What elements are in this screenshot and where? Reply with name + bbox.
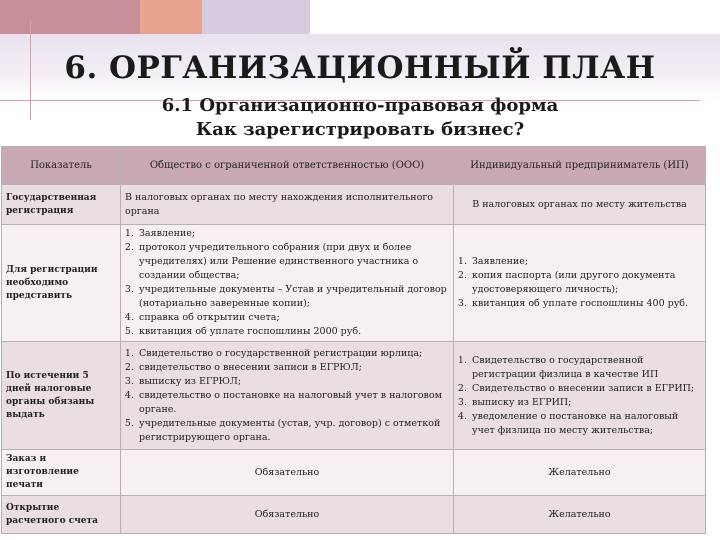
- page-title: 6. ОРГАНИЗАЦИОННЫЙ ПЛАН: [64, 50, 656, 86]
- row-label: Заказ и изготовление печати: [2, 450, 121, 496]
- subtitle: [0, 94, 720, 142]
- subtitle-line: 6.1 Организационно-правовая форма: [161, 95, 559, 116]
- row-label: Открытие расчетного счета: [2, 496, 121, 534]
- decor-stripe: [0, 0, 145, 34]
- list-item: 4. уведомление о постановке на налоговый учет физлица по месту жительства;: [470, 410, 701, 438]
- list-item: 3. учредительные документы – Устав и учредительный договор (нотариально заверенные копии);: [137, 283, 449, 311]
- requirements-list: [125, 227, 449, 339]
- list-item: 1. Заявление;: [470, 255, 701, 269]
- requirements-list: [458, 354, 701, 438]
- list-item: 3. выписку из ЕГРЮЛ;: [137, 375, 449, 389]
- list-item: 5. учредительные документы (устав, учр. договор) с отметкой регистрирующего органа.: [137, 417, 449, 445]
- header-ip: Индивидуальный предприниматель (ИП): [454, 147, 706, 185]
- row-label: По истечении 5 дней налоговые органы обязаны выдать: [2, 342, 121, 450]
- list-item: 5. квитанция об уплате госпошлины 2000 руб.: [137, 325, 449, 339]
- header-ooo: Общество с ограниченной ответственностью (ООО): [121, 147, 454, 185]
- table-row: [2, 450, 706, 496]
- cell-ooo: Обязательно: [121, 496, 454, 534]
- table-body: [2, 185, 706, 534]
- cell-ooo: Обязательно: [121, 450, 454, 496]
- cell-ip: В налоговых органах по месту жительства: [454, 185, 706, 225]
- row-label: Для регистрации необходимо представить: [2, 225, 121, 342]
- list-item: 3. выписку из ЕГРИП;: [470, 396, 701, 410]
- table-row: [2, 185, 706, 225]
- list-item: 3. квитанция об уплате госпошлины 400 руб.: [470, 297, 701, 311]
- list-item: 4. справка об открытии счета;: [137, 311, 449, 325]
- cell-ip: Желательно: [454, 450, 706, 496]
- cell-ip: Желательно: [454, 496, 706, 534]
- row-label: Государственная регистрация: [2, 185, 121, 225]
- decor-stripe: [202, 0, 310, 34]
- table-row: [2, 225, 706, 342]
- subtitle-line: Как зарегистрировать бизнес?: [195, 119, 525, 140]
- header-indicator: Показатель: [2, 147, 121, 185]
- requirements-list: [125, 347, 449, 445]
- requirements-list: [458, 255, 701, 311]
- table-row: [2, 496, 706, 534]
- list-item: 2. протокол учредительного собрания (при двух и более учредителях) или Решение единственного участника о создании общества;: [137, 241, 449, 283]
- list-item: 4. свидетельство о постановке на налоговый учет в налоговом органе.: [137, 389, 449, 417]
- cell-ip: [454, 342, 706, 450]
- table-row: [2, 342, 706, 450]
- list-item: 2. Свидетельство о внесении записи в ЕГРИП;: [470, 382, 701, 396]
- list-item: 2. свидетельство о внесении записи в ЕГРЮЛ;: [137, 361, 449, 375]
- list-item: 1. Свидетельство о государственной регистрации физлица в качестве ИП: [470, 354, 701, 382]
- list-item: 1. Свидетельство о государственной регистрации юрлица;: [137, 347, 449, 361]
- registration-table: [1, 146, 706, 534]
- cell-ooo: В налоговых органах по месту нахождения исполнительного органа: [121, 185, 454, 225]
- cell-ooo: [121, 342, 454, 450]
- cell-ip: [454, 225, 706, 342]
- list-item: 2. копия паспорта (или другого документа удостоверяющего личность);: [470, 269, 701, 297]
- list-item: 1. Заявление;: [137, 227, 449, 241]
- cell-ooo: [121, 225, 454, 342]
